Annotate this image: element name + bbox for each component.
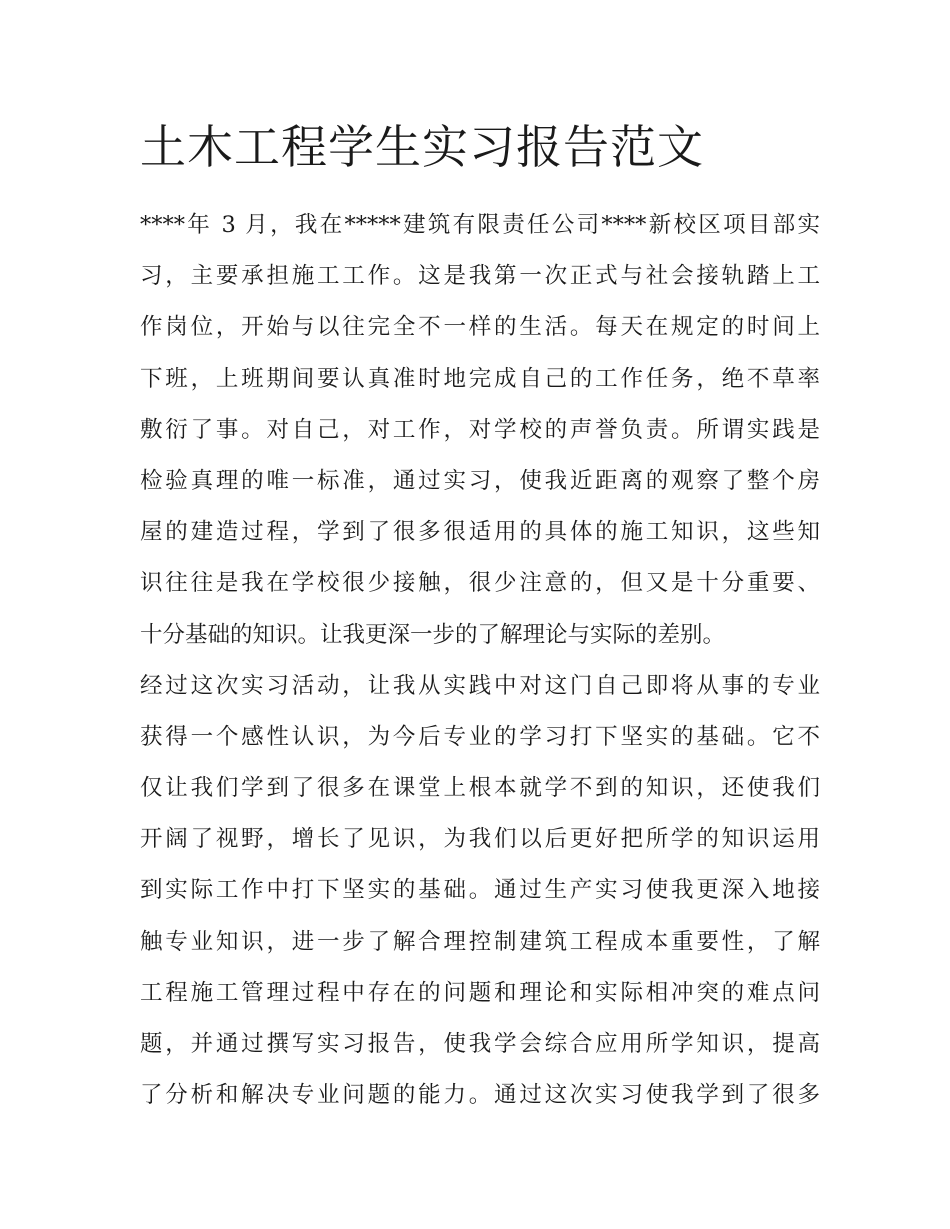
text-line: 作岗位，开始与以往完全不一样的生活。每天在规定的时间上	[140, 314, 820, 341]
text-line: 识往往是我在学校很少接触，很少注意的，但又是十分重要、	[140, 570, 820, 597]
document-title: 土木工程学生实习报告范文	[140, 120, 704, 174]
text-line: 检验真理的唯一标准，通过实习，使我近距离的观察了整个房	[140, 467, 820, 494]
text-line: 十分基础的知识。让我更深一步的了解理论与实际的差别。	[140, 621, 726, 648]
text-line: 触专业知识，进一步了解合理控制建筑工程成本重要性，了解	[140, 928, 820, 955]
text-line: 仅让我们学到了很多在课堂上根本就学不到的知识，还使我们	[140, 775, 820, 802]
text-line: 敷衍了事。对自己，对工作，对学校的声誉负责。所谓实践是	[140, 416, 820, 443]
text-line: 开阔了视野，增长了见识，为我们以后更好把所学的知识运用	[140, 826, 820, 853]
text-line: 经过这次实习活动，让我从实践中对这门自己即将从事的专业	[140, 672, 820, 699]
text-line: 屋的建造过程，学到了很多很适用的具体的施工知识，这些知	[140, 519, 820, 546]
document-body	[140, 200, 820, 1121]
text-line: 习，主要承担施工工作。这是我第一次正式与社会接轨踏上工	[140, 263, 820, 290]
text-line: 到实际工作中打下坚实的基础。通过生产实习使我更深入地接	[140, 877, 820, 904]
text-line: 题，并通过撰写实习报告，使我学会综合应用所学知识，提高	[140, 1031, 820, 1057]
text-line: 了分析和解决专业问题的能力。通过这次实习使我学到了很多	[140, 1082, 820, 1109]
text-line: 下班，上班期间要认真准时地完成自己的工作任务，绝不草率	[140, 365, 820, 392]
text-line: 获得一个感性认识，为今后专业的学习打下坚实的基础。它不	[140, 723, 820, 750]
text-line: 工程施工管理过程中存在的问题和理论和实际相冲突的难点问	[140, 979, 820, 1006]
text-line: ****年 3 月，我在*****建筑有限责任公司****新校区项目部实	[140, 212, 820, 238]
